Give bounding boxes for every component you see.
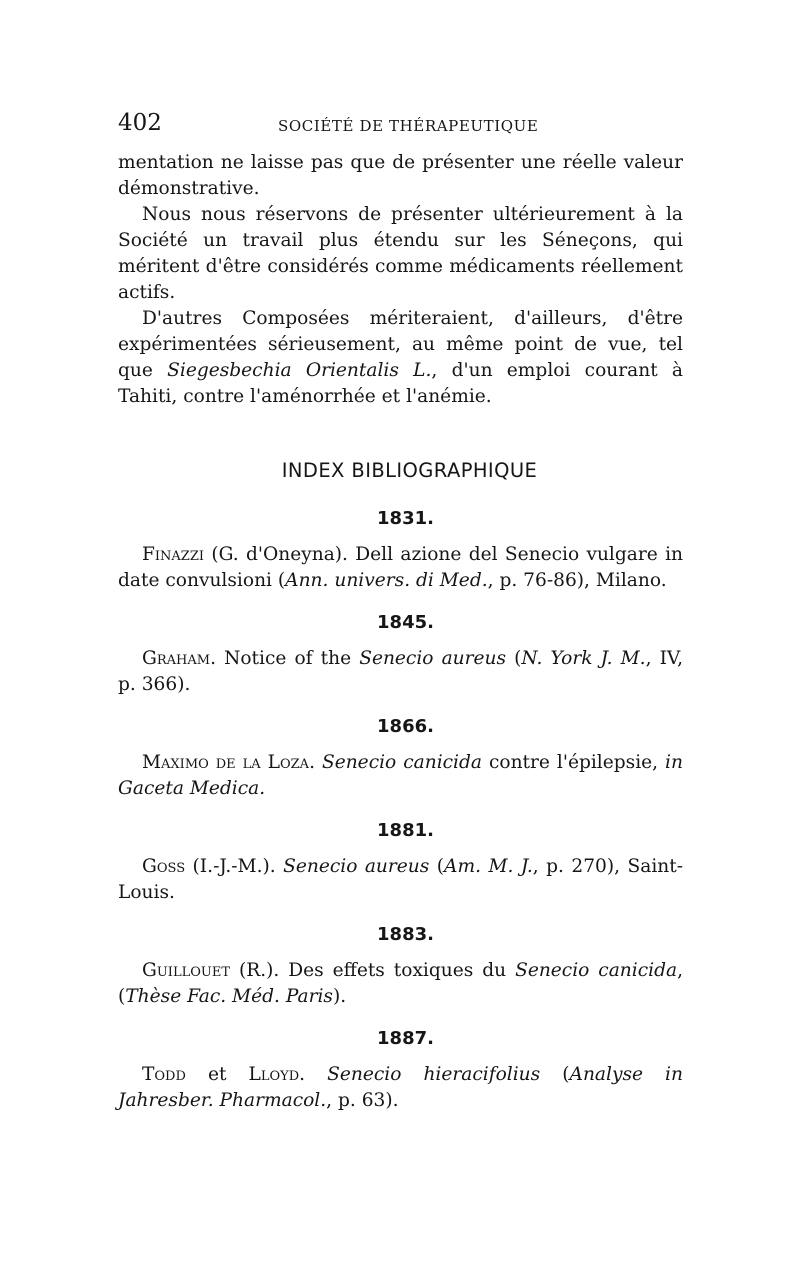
entry-text: , p. 63).	[326, 1090, 399, 1111]
bib-entry-goss	[118, 854, 683, 906]
paragraph-1: mentation ne laisse pas que de présenter une réelle valeur démonstrative.	[118, 152, 683, 199]
entry-text: . Notice of the	[210, 648, 360, 669]
body-text	[118, 150, 683, 410]
entry-author: Graham	[142, 648, 211, 669]
bib-entry-guillouet	[118, 958, 683, 1010]
running-header	[118, 108, 683, 142]
entry-species: Senecio aureus	[283, 856, 430, 877]
paragraph-3-species: Siegesbechia Orientalis L.	[167, 360, 432, 381]
entry-author: Todd	[142, 1064, 186, 1085]
entry-author: Maximo de la Loza	[142, 752, 310, 773]
year-heading-1883: 1883.	[377, 924, 434, 945]
entry-text: , p. 270), Saint-Louis.	[118, 856, 684, 903]
entry-source: N. York J. M.	[521, 648, 646, 669]
index-title: INDEX BIBLIOGRAPHIQUE	[281, 459, 538, 482]
bibliography-list	[118, 506, 683, 1114]
year-heading-1881: 1881.	[377, 820, 434, 841]
page-number: 402	[118, 110, 162, 136]
entry-text: (	[429, 856, 445, 877]
entry-text: (G. d'Oneyna). Dell azione del Senecio vulgare in date convulsioni (	[118, 544, 683, 591]
entry-text: , (	[118, 960, 683, 1007]
entry-text: , IV, p. 366).	[118, 648, 683, 695]
entry-species: Senecio canicida	[515, 960, 678, 981]
entry-species: Senecio canicida	[321, 752, 482, 773]
entry-species: Senecio hieracifolius	[327, 1064, 541, 1085]
year-heading-1845: 1845.	[377, 612, 434, 633]
entry-text: et	[185, 1064, 249, 1085]
entry-source: Thèse Fac. Méd. Paris	[125, 986, 333, 1007]
paragraph-3-text-b: , d'un emploi courant à Tahiti, contre l'aménorrhée et l'anémie.	[118, 360, 684, 407]
entry-source: Ann. univers. di Med.	[285, 570, 488, 591]
entry-author-2: Lloyd	[248, 1064, 300, 1085]
bib-entry-maximo-de-la-loza	[118, 750, 683, 802]
year-heading-1887: 1887.	[377, 1028, 434, 1049]
running-title: SOCIÉTÉ DE THÉRAPEUTIQUE	[278, 117, 539, 135]
entry-source: Am. M. J.	[444, 856, 533, 877]
entry-text: (R.). Des effets toxiques du	[230, 960, 516, 981]
bib-entry-todd-lloyd	[118, 1062, 683, 1114]
entry-text: ).	[332, 986, 347, 1007]
page	[118, 108, 683, 1114]
paragraph-2: Nous nous réservons de présenter ultérieurement à la Société un travail plus étendu sur les Séneçons, qui méritent d'être considérés comme médicaments réellement actifs.	[118, 204, 683, 303]
entry-text: (I.-J.-M.).	[185, 856, 284, 877]
entry-text: .	[309, 752, 322, 773]
entry-text: .	[299, 1064, 328, 1085]
entry-text: (	[540, 1064, 570, 1085]
entry-text: (	[506, 648, 522, 669]
entry-author: Guillouet	[142, 960, 230, 981]
entry-author: Goss	[142, 856, 186, 877]
entry-source: in Gaceta Medica.	[118, 752, 683, 799]
entry-text: contre l'épilepsie,	[482, 752, 666, 773]
paragraph-3	[118, 306, 683, 410]
year-heading-1831: 1831.	[377, 508, 434, 529]
paragraph-3-text-a: D'autres Composées mériteraient, d'ailleurs, d'être expérimentées sérieusement, au même point de vue, tel que	[118, 308, 683, 381]
bib-entry-finazzi	[118, 542, 683, 594]
entry-species: Senecio aureus	[359, 648, 507, 669]
entry-source: Analyse in Jahresber. Pharmacol.	[118, 1064, 683, 1111]
bib-entry-graham	[118, 646, 683, 698]
year-heading-1866: 1866.	[377, 716, 434, 737]
entry-author: Finazzi	[142, 544, 205, 565]
entry-text: , p. 76-86), Milano.	[487, 570, 667, 591]
